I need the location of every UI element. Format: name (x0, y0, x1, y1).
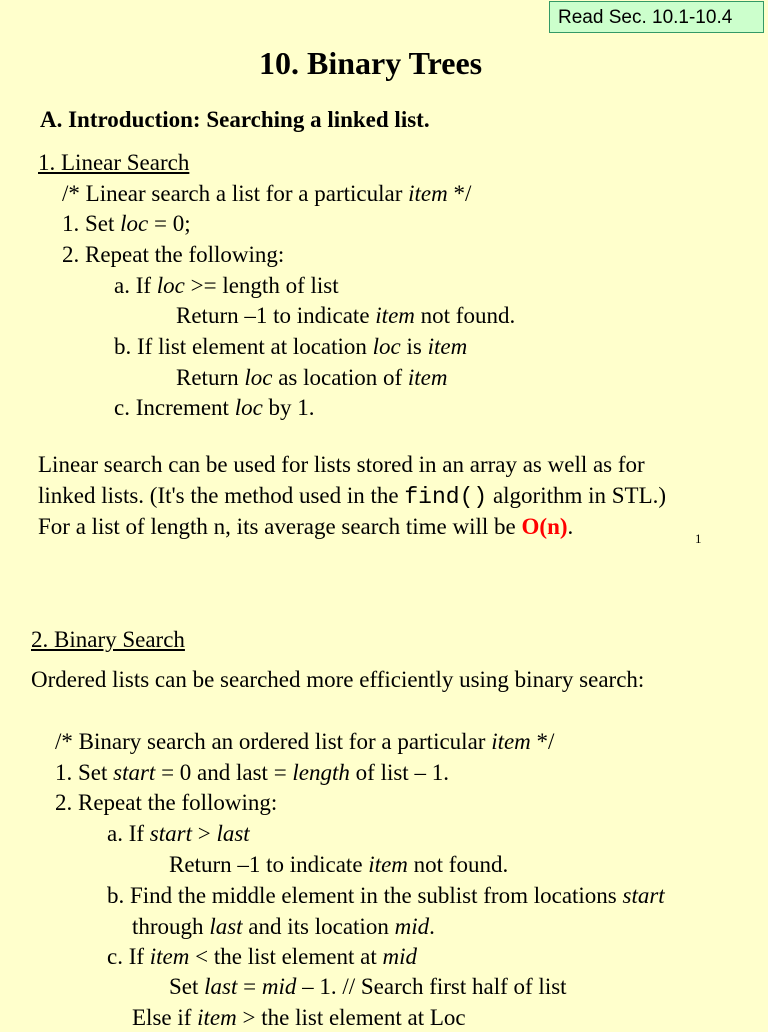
linear-para-line-2: linked lists. (It's the method used in the find() algorithm in STL.) (38, 483, 667, 510)
find-code: find() (404, 484, 488, 510)
page-number: 1 (695, 531, 702, 546)
linear-comment-line: /* Linear search a list for a particular item */ (62, 181, 472, 206)
binary-intro: Ordered lists can be searched more efficiently using binary search: (31, 667, 645, 692)
binary-step-2a: a. If start > last (107, 821, 250, 846)
linear-step-2a: a. If loc >= length of list (114, 273, 339, 298)
linear-step-2c: c. Increment loc by 1. (114, 395, 315, 420)
page-title: 10. Binary Trees (259, 45, 483, 81)
linear-step-2b: b. If list element at location loc is item (114, 334, 468, 359)
section-a-heading: A. Introduction: Searching a linked list. (40, 107, 430, 132)
binary-step-2c: c. If item < the list element at mid (107, 944, 417, 969)
linear-para-line-1: Linear search can be used for lists stored in an array as well as for (38, 452, 645, 477)
reading-badge: Read Sec. 10.1-10.4 (549, 1, 764, 33)
linear-search-heading: 1. Linear Search (38, 150, 190, 175)
binary-step-2c-set: Set last = mid – 1. // Search first half of list (169, 974, 567, 999)
binary-step-2b-line-2: through last and its location mid. (132, 914, 435, 939)
binary-step-2: 2. Repeat the following: (55, 790, 278, 815)
binary-step-2c-else: Else if item > the list element at Loc (132, 1005, 466, 1030)
binary-step-2a-return: Return –1 to indicate item not found. (169, 852, 509, 877)
big-o-notation: O(n) (521, 514, 568, 539)
binary-step-2b-line-1: b. Find the middle element in the sublist from locations start (107, 883, 665, 908)
linear-step-2a-return: Return –1 to indicate item not found. (176, 303, 516, 328)
binary-step-1: 1. Set start = 0 and last = length of list – 1. (55, 760, 449, 785)
linear-step-2: 2. Repeat the following: (62, 242, 285, 267)
linear-para-line-3: For a list of length n, its average search time will be O(n). (38, 514, 574, 539)
binary-comment-line: /* Binary search an ordered list for a particular item */ (55, 729, 555, 754)
linear-step-1: 1. Set loc = 0; (62, 211, 191, 236)
binary-search-heading: 2. Binary Search (31, 627, 185, 652)
linear-step-2b-return: Return loc as location of item (176, 365, 448, 390)
